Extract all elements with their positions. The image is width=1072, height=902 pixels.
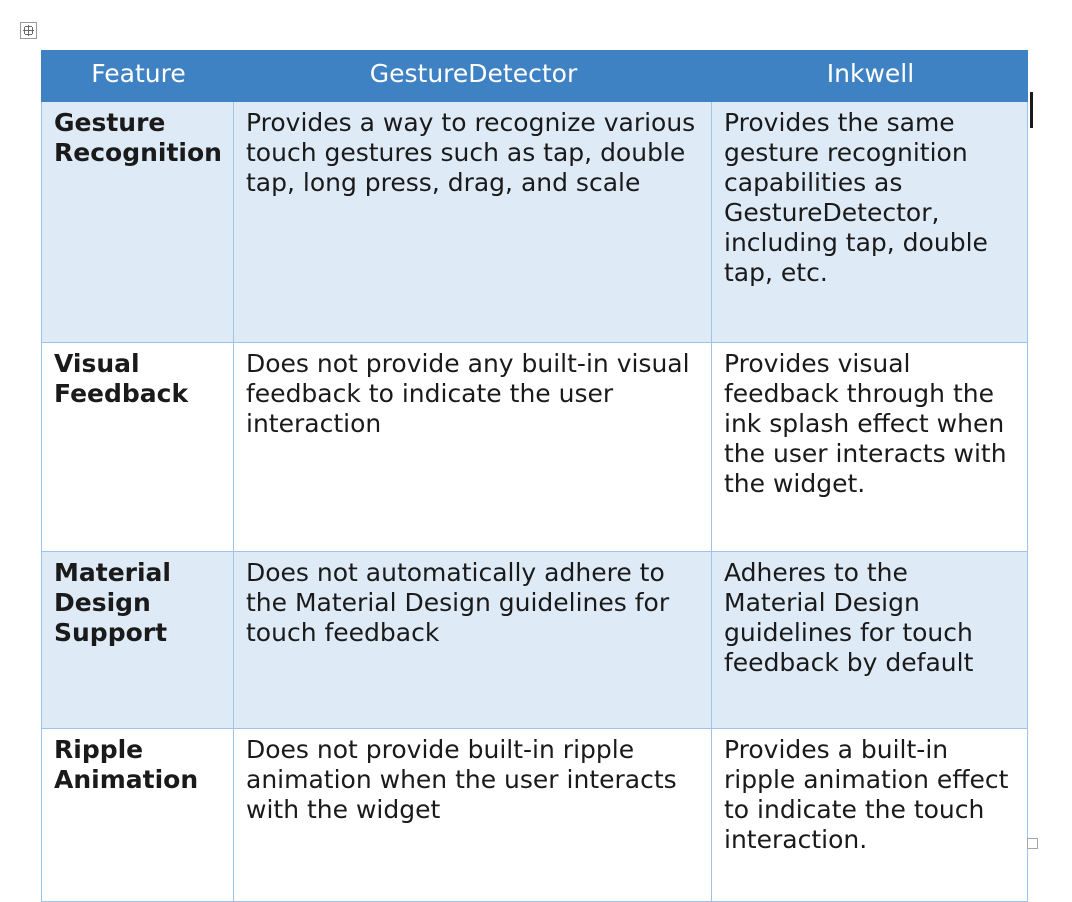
table-row[interactable] — [42, 343, 1028, 552]
cell-inkwell[interactable]: Provides visual feedback through the ink splash effect when the user interacts with the widget. — [712, 343, 1028, 552]
comparison-table[interactable] — [41, 50, 1028, 902]
cell-feature[interactable]: Gesture Recognition — [42, 102, 234, 343]
table-row[interactable] — [42, 102, 1028, 343]
cell-inkwell[interactable]: Provides the same gesture recognition capabilities as GestureDetector, including tap, double tap, etc. — [712, 102, 1028, 343]
cell-feature[interactable]: Visual Feedback — [42, 343, 234, 552]
table-resize-handle[interactable] — [1027, 838, 1038, 849]
table-row[interactable] — [42, 552, 1028, 729]
cell-inkwell[interactable]: Provides a built-in ripple animation effect to indicate the touch interaction. — [712, 729, 1028, 902]
text-cursor — [1030, 92, 1033, 128]
document-body — [41, 50, 1027, 902]
column-header-feature: Feature — [42, 51, 234, 102]
cell-inkwell[interactable]: Adheres to the Material Design guidelines for touch feedback by default — [712, 552, 1028, 729]
cell-gesturedetector[interactable]: Does not provide any built-in visual feedback to indicate the user interaction — [234, 343, 712, 552]
table-row[interactable] — [42, 729, 1028, 902]
cell-gesturedetector[interactable]: Does not provide built-in ripple animation when the user interacts with the widget — [234, 729, 712, 902]
cell-gesturedetector[interactable]: Does not automatically adhere to the Material Design guidelines for touch feedback — [234, 552, 712, 729]
cell-feature[interactable]: Material Design Support — [42, 552, 234, 729]
table-header-row — [42, 51, 1028, 102]
column-header-inkwell: Inkwell — [712, 51, 1028, 102]
cell-gesturedetector[interactable]: Provides a way to recognize various touch gestures such as tap, double tap, long press, drag, and scale — [234, 102, 712, 343]
column-header-gesturedetector: GestureDetector — [234, 51, 712, 102]
cell-feature[interactable]: Ripple Animation — [42, 729, 234, 902]
table-move-handle-icon[interactable] — [20, 22, 37, 39]
